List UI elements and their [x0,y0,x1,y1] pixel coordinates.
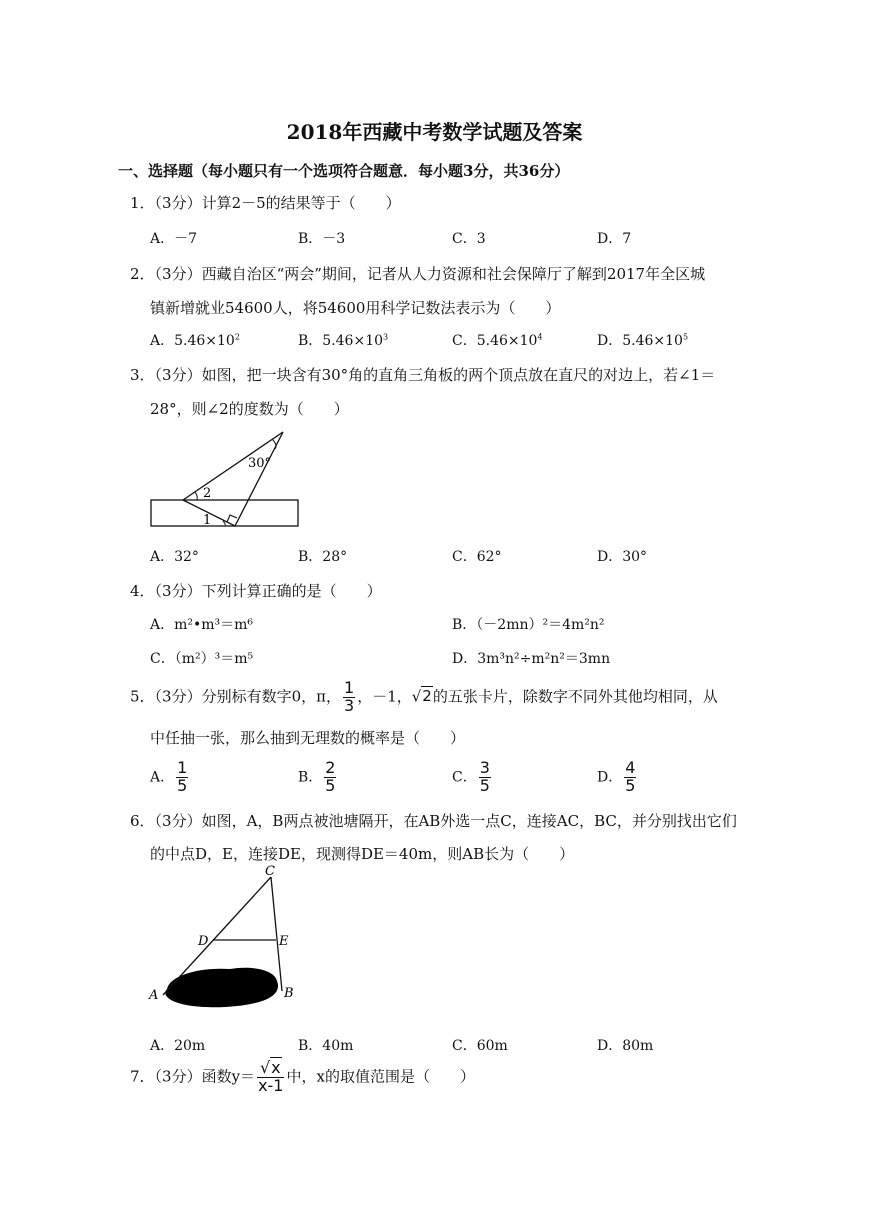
question-5-line-2: 中任抽一张，那么抽到无理数的概率是（ ） [150,729,466,747]
q2-option-c: C．$5.46\times 10^4$ [452,332,543,349]
label-30-degrees: 30° [248,456,272,471]
label-a: A [149,988,159,1003]
q3-option-a: A．32° [150,549,199,565]
question-2-line-1: 2．（3分）西藏自治区“两会”期间，记者从人力资源和社会保障厅了解到2017年全区城 [130,265,706,283]
q6-option-b: B．40m [298,1038,354,1054]
q4-option-d: D．3m³n²÷m²n²＝3mn [452,651,611,667]
q6-option-d: D．80m [597,1038,654,1054]
pond-figure [145,865,305,1015]
angle-1-arc [223,521,225,526]
q4-option-a: A．m²•m³＝m⁶ [150,617,254,633]
question-4-stem: 4．（3分）下列计算正确的是（ ） [130,582,382,600]
function-fraction: $\frac{√x}{x-1}$ [258,1058,284,1095]
q6-option-a: A．20m [150,1038,206,1054]
question-1-stem: 1．（3分）计算2－5的结果等于（ ） [130,194,401,212]
sqrt-two: √2 [411,687,432,706]
fraction-one-third: $\frac{1}{3}$ [344,678,355,715]
question-6-line-2: 的中点D，E，连接DE，现测得DE＝40m，则AB长为（ ） [150,845,575,863]
q3-option-c: C．62° [452,549,502,565]
angle-2-arc [195,492,197,500]
question-6-line-1: 6．（3分）如图，A，B两点被池塘隔开，在AB外选一点C，连接AC，BC，并分别找出它们 [130,812,737,830]
question-2-line-2: 镇新增就业54600人，将54600用科学记数法表示为（ ） [150,299,561,317]
label-angle-1: 1 [203,513,212,528]
q6-option-c: C．60m [452,1038,508,1054]
q5-option-c: C． $\frac{3}{5}$ [452,758,490,795]
q4-option-c: C．（m²）³＝m⁵ [150,651,254,667]
angle-30-arc [272,439,276,449]
question-7-stem: 7．（3分）函数y＝ $\frac{√x}{x-1}$ 中，x的取值范围是（ ） [130,1058,475,1095]
page-title: 2018年西藏中考数学试题及答案 [286,120,583,144]
q1-option-c: C．3 [452,231,486,247]
q1-option-b: B．－3 [298,231,346,247]
label-b: B [284,986,294,1001]
question-5-line-1: 5．（3分）分别标有数字0，π， $\frac{1}{3}$ ，－1，√2的五张卡片，除数字不同外其他均相同，从 [130,678,718,715]
q2-option-a: A．$5.46\times 10^2$ [150,332,240,349]
label-e: E [279,934,289,949]
question-3-line-2: 28°，则∠2的度数为（ ） [150,400,349,418]
right-angle-mark [227,515,237,522]
q2-option-d: D．$5.46\times 10^5$ [597,332,689,349]
right-triangle [183,432,283,526]
q5-option-a: A． $\frac{1}{5}$ [150,758,188,795]
q1-option-a: A．－7 [150,231,198,247]
label-c: C [265,865,275,879]
label-angle-2: 2 [203,486,212,501]
ruler-triangle-figure [145,425,310,535]
label-d: D [198,934,209,949]
q1-option-d: D．7 [597,231,632,247]
section-heading: 一、选择题（每小题只有一个选项符合题意．每小题3分，共36分） [118,162,570,180]
q5-option-b: B． $\frac{2}{5}$ [298,758,336,795]
q3-option-d: D．30° [597,549,648,565]
question-3-line-1: 3．（3分）如图，把一块含有30°角的直角三角板的两个顶点放在直尺的对边上，若∠1＝ [130,366,716,384]
q5-option-d: D． $\frac{4}{5}$ [597,758,636,795]
q3-option-b: B．28° [298,549,348,565]
q2-option-b: B．$5.46\times 10^3$ [298,332,389,349]
q4-option-b: B．（－2mn）²＝4m²n² [452,617,605,633]
